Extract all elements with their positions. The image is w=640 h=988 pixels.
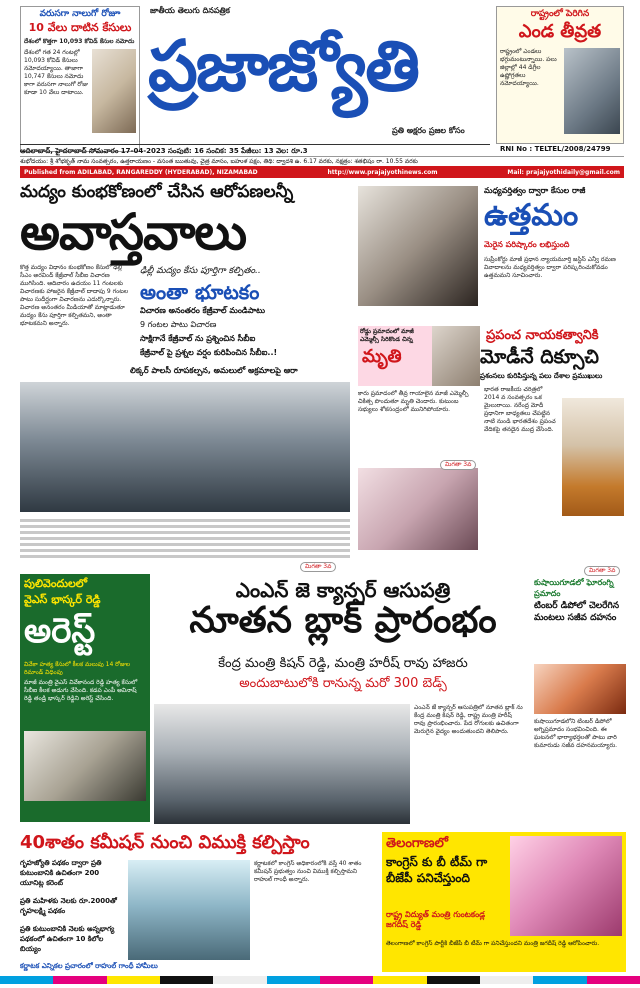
ear-right-heading: రాష్ట్రంలో పెరిగిన <box>530 9 590 19</box>
edition-line: ఆదిలాబాద్, హైదరాబాద్ సోమవారం 17-04-2023 సంపుటి: 16 సంచిక: 35 పేజీలు: 13 వెల: రూ.3 <box>20 144 490 157</box>
lead-photo <box>20 382 350 512</box>
telangana-kicker: తెలంగాణలో <box>386 836 449 851</box>
modi-photo <box>562 398 624 516</box>
mruti-headline: మృతి <box>362 346 402 367</box>
modi-kicker: ప్రపంచ నాయకత్వానికి <box>486 328 599 343</box>
motto: ప్రతి అక్షరం ప్రజల కోసం <box>392 126 465 135</box>
modi-body: భారత రాజకీయ చరిత్రలో 2014 వ సంవత్సరం ఒక మైలురాయి. నరేంద్ర మోదీ ప్రధానిగా బాధ్యతలు చేపట్టిన నాటి నుండి భారతదేశం ప్రపంచ వేదికపై తనదైన ముద్ర వేసింది. <box>484 386 556 433</box>
cji-sub: మెరైన పరిష్కారం లభిస్తుంది <box>484 240 570 249</box>
continued-marker: మిగతా 3వ <box>440 460 476 470</box>
cancer-headline: నూతన బ్లాక్ ప్రారంభం <box>189 600 497 641</box>
telangana-body: తెలంగాణలో కాంగ్రెస్ పార్టీకి బీజేపీ బీ టీమ్ గా పనిచేస్తుందని మంత్రి జగదీష్ రెడ్డి ఆరోపించారు. <box>386 940 600 947</box>
lead-quote4: కేజ్రీవాల్ పై ప్రశ్నల వర్షం కురిపించిన సీబీఐ..! <box>140 348 278 357</box>
mruti-portrait <box>432 326 480 386</box>
forty-headline: 40శాతం కమీషన్ నుంచి విముక్తి కల్పిస్తాం <box>20 832 310 853</box>
ear-right-body: రాష్ట్రంలో ఎండలు భగ్గుమంటున్నాయి. పలు జిల్లాల్లో 44 డిగ్రీల ఉష్ణోగ్రతలు నమోదయ్యాయి. <box>500 48 557 87</box>
forty-photo <box>128 860 250 960</box>
ear-left-sub: దేశంలో కొత్తగా 10,093 కోవిడ్ కేసుల నమోదు <box>24 38 135 45</box>
published-from: Published from ADILABAD, RANGAREDDY (HYDERABAD), NIZAMABAD <box>24 168 258 176</box>
lead-quote5: లిక్కర్ పాలసీ రూపకల్పన, అమలులో అక్రమాలపై ఆరా <box>130 366 298 375</box>
mruti-photo <box>358 468 478 550</box>
cji-kicker: మధ్యవర్తిత్వం ద్వారా కేసుల రాజీ <box>484 186 586 195</box>
arrest-box <box>20 574 150 822</box>
lead-text-columns <box>20 516 350 568</box>
telangana-photo <box>510 836 622 936</box>
telangana-box <box>382 832 626 972</box>
lead-body: కొత్త మద్యం విధానం కుంభకోణం కేసులో ఢిల్లీ సీఎం అరవింద్ కేజ్రీవాల్ సీబీఐ విచారణ ముగిసింది. ఆదివారం ఉదయం 11 గంటలకు విచారణకు హాజరైన కేజ్రీవాల్ దాదాపు 9 గంటల పాటు సుదీర్ఘంగా విచారణను ఎదుర్కొన్నారు. విచారణ అనంతరం మీడియాతో మాట్లాడుతూ మద్యం కేసు పూర్తిగా కల్పితమని, అంతా భూటకమని అన్నారు. <box>20 264 129 327</box>
cancer-photo <box>154 704 410 824</box>
forty-bullet2: ప్రతి మహిళకు నెలకు రూ.2000తో గృహలక్ష్మి పథకం <box>20 897 117 915</box>
forty-footer: కర్ణాటక ఎన్నికల ప్రచారంలో రాహుల్ గాంధీ హామీలు <box>20 962 158 970</box>
color-strip <box>0 976 640 984</box>
cji-headline: ఉత్తమం <box>484 198 579 233</box>
cancer-sub1: కేంద్ర మంత్రి కిషన్ రెడ్డి, మంత్రి హరీష్ రావు హాజరు <box>218 656 468 671</box>
continued-marker: మిగతా 3వ <box>584 566 620 576</box>
cancer-sub2: అందుబాటులోకి రానున్న మరో 300 బెడ్స్ <box>239 676 447 691</box>
fire-body: కుషాయిగూడలోని టింబర్ డిపోలో అగ్నిప్రమాదం సంభవించింది. ఈ ఘటనలో భార్యాభర్తలతో పాటు వారి కుమారుడు సజీవ దహనమయ్యారు. <box>534 718 618 749</box>
telangana-headline: కాంగ్రెస్ కు బీ టీమ్ గా బీజేపీ పనిచేస్తుంది <box>386 855 488 885</box>
mruti-box <box>358 326 432 386</box>
cancer-body: ఎంఎన్ జే క్యాన్సర్ ఆసుపత్రిలో నూతన బ్లాక్ ను కేంద్ర మంత్రి కిషన్ రెడ్డి, రాష్ట్ర మంత్రి హరీష్ రావు ప్రారంభించారు. పేద రోగులకు ఉచితంగా మెరుగైన వైద్యం అందుతుందని తెలిపారు. <box>414 704 523 735</box>
forty-bullet3: ప్రతి కుటుంబానికి నెలకు అన్నభాగ్య పథకంలో ఉచితంగా 10 కిలోల బియ్యం <box>20 925 115 953</box>
ear-left-headline: 10 వేలు దాటిన కేసులు <box>28 21 132 34</box>
arrest-name: వైఎస్ భాస్కర్ రెడ్డి <box>24 593 101 606</box>
ear-right <box>496 6 624 144</box>
mruti-body: కారు ప్రమాదంలో తీవ్ర గాయాలైన మాజీ ఎమ్మెల్సీ చికిత్స పొందుతూ మృతి చెందారు. కుటుంబ సభ్యులు శోకసంద్రంలో మునిగిపోయారు. <box>358 390 469 413</box>
arrest-headline: అరెస్ట్ <box>24 611 96 651</box>
ear-left-photo <box>92 49 136 133</box>
arrest-body: మాజీ మంత్రి వైఎస్ వివేకానంద రెడ్డి హత్య కేసులో సీబీఐ కీలక అడుగు వేసింది. కడప ఎంపీ అవినాష్ రెడ్డి తండ్రి భాస్కర్ రెడ్డిని అరెస్ట్ చేసింది. <box>24 679 138 702</box>
ear-left <box>20 6 140 152</box>
lead-sub1: ఢిల్లీ మద్యం కేసు పూర్తిగా కల్పితం.. <box>140 266 261 276</box>
ear-right-headline: ఎండ తీవ్రత <box>518 21 602 42</box>
lead-quote3: సాక్షిగానే కేజ్రీవాల్ ను ప్రశ్నించిన సీబీఐ <box>140 334 256 343</box>
lead-sub2: అంతా భూటకం <box>140 280 260 304</box>
masthead-title: ప్రజాజ్యోతి <box>148 25 418 107</box>
modi-sub: ప్రశంసలు కురిపిస్తున్న పలు దేశాల ప్రముఖులు <box>480 372 603 380</box>
fire-photo <box>534 664 626 714</box>
forty-body: కర్ణాటకలో కాంగ్రెస్ అధికారంలోకి వస్తే 40 శాతం కమీషన్ ప్రభుత్వం నుంచి విముక్తి కల్పిస్తామని రాహుల్ గాంధీ అన్నారు. <box>254 860 362 883</box>
forty-bullet1: గృహజ్యోతి పథకం ద్వారా ప్రతి కుటుంబానికి ఉచితంగా 200 యూనిట్ల కరెంట్ <box>20 859 102 887</box>
arrest-sub: వివేకా హత్య కేసులో కీలక మలుపు 14 రోజుల రిమాండ్ విధింపు <box>24 661 131 676</box>
continued-marker: మిగతా 3వ <box>300 562 336 572</box>
lead-quote2: 9 గంటల పాటు విచారణ <box>140 320 217 329</box>
arrest-kicker: పులివెందులలో <box>24 577 88 590</box>
panchang: శుభోదయం: శ్రీ శోభకృత్ నామ సంవత్సరం, ఉత్తరాయణం - వసంత ఋతువు, చైత్ర మాసం, బహుళ పక్షం, తిథి: ద్వాదశి ఉ. 6.17 వరకు, నక్షత్రం: శతభిషం రా. 10.55 వరకు <box>20 156 624 166</box>
ear-right-photo <box>564 48 620 134</box>
publisher-bar <box>20 166 624 178</box>
fire-headline: టింబర్ డిపోలో చెలరేగిన మంటలు సజీవ దహనం <box>534 601 620 623</box>
fire-kicker: కుషాయిగూడలో ఘోరంగ్ని ప్రమాదం <box>534 578 614 598</box>
mruti-kicker: రోడ్డు ప్రమాదంలో మాజీ ఎమ్మెల్సీ సిరికొండ చిన్న <box>360 328 414 343</box>
lead-headline: అవాస్తవాలు <box>20 203 247 261</box>
website[interactable]: http://www.prajajyothinews.com <box>327 168 438 176</box>
rni-number: RNI No : TELTEL/2008/24799 <box>500 145 611 153</box>
lead-quote1: విచారణ అనంతరం కేజ్రీవాల్ మండిపాటు <box>140 306 266 315</box>
tagline-top: జాతీయ తెలుగు దినపత్రిక <box>150 6 230 15</box>
telangana-sub: రాష్ట్ర విద్యుత్ మంత్రి గుంటకండ్ల జగదీష్ రెడ్డి <box>386 910 486 929</box>
cji-body: సుప్రీంకోర్టు మాజీ ప్రధాన న్యాయమూర్తి జస్టిస్ ఎన్వీ రమణ వివాదాలను మధ్యవర్తిత్వం ద్వారా పరిష్కరించుకోవడం ఉత్తమమని సూచించారు. <box>484 256 616 279</box>
ear-left-body: దేశంలో గత 24 గంటల్లో 10,093 కోవిడ్ కేసులు నమోదయ్యాయి. తాజాగా 10,747 కేసులు నమోదు కాగా వరుసగా నాలుగో రోజు కూడా 10 వేలు దాటాయి. <box>24 49 89 96</box>
cancer-kicker: ఎంఎన్ జె క్యాన్సర్ ఆసుపత్రి <box>235 578 451 602</box>
modi-headline: మోడీనే దిక్సూచి <box>480 346 599 368</box>
cji-photo <box>358 186 478 306</box>
arrest-photo <box>24 731 146 801</box>
lead-kicker: మద్యం కుంభకోణంలో చేసిన ఆరోపణలన్నీ <box>20 182 294 202</box>
ear-left-heading: వరుసగా నాలుగో రోజూ <box>39 9 121 19</box>
email[interactable]: Mail: prajajyothidaily@gmail.com <box>507 168 620 176</box>
